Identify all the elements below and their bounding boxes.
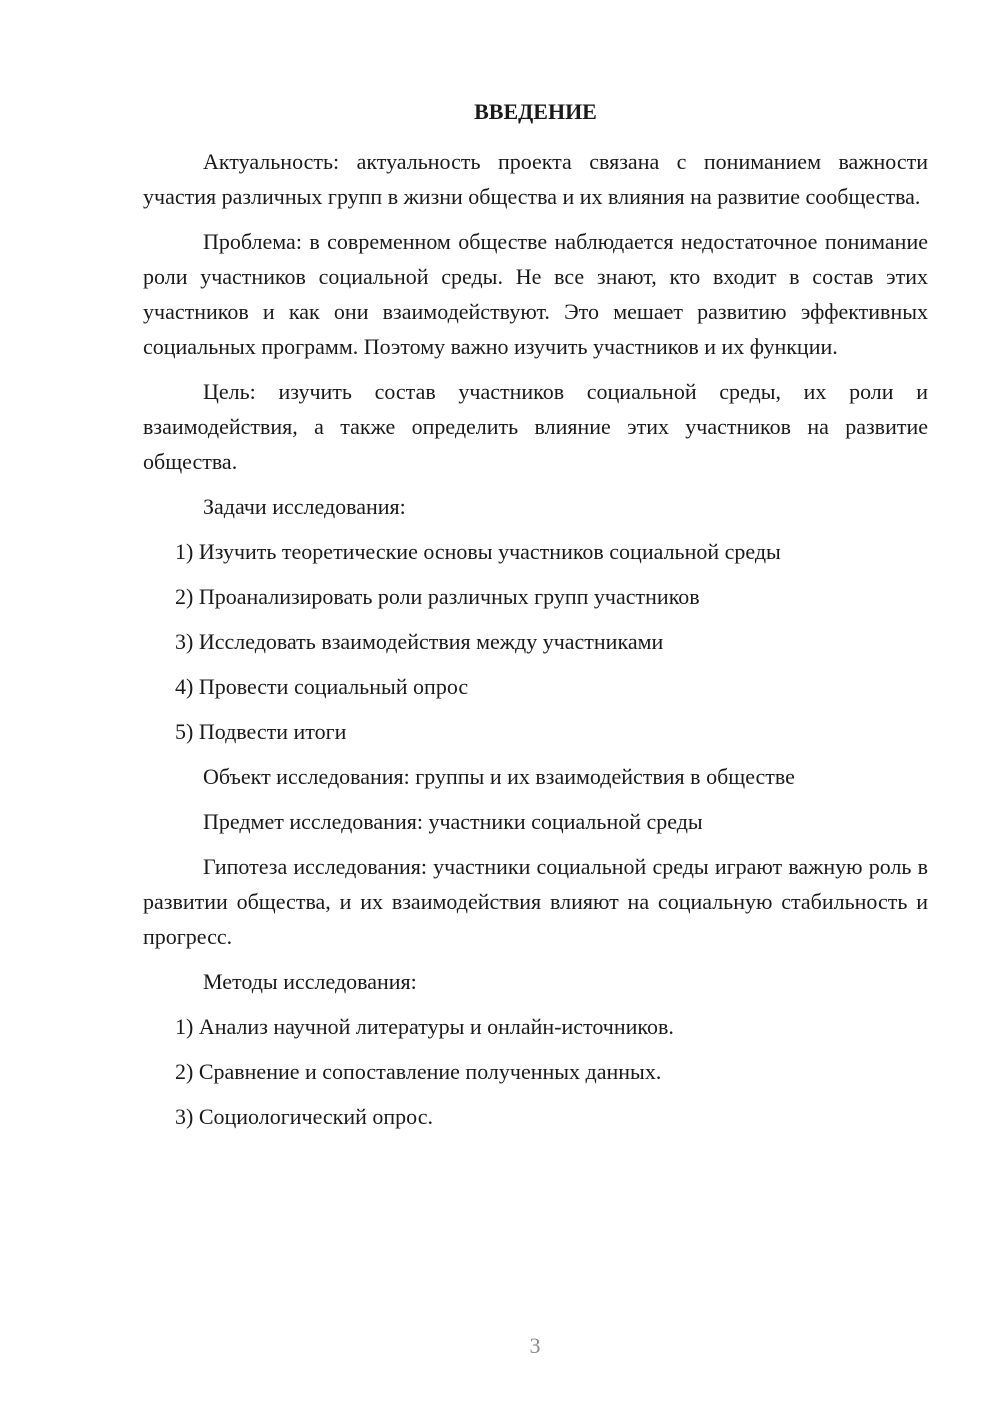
task-item: 5) Подвести итоги (175, 719, 347, 744)
page-number: 3 (529, 1333, 541, 1358)
research-subject: Предмет исследования: участники социальной среды (203, 809, 703, 834)
tasks-heading: Задачи исследования: (203, 494, 406, 519)
hypothesis-paragraph: Гипотеза исследования: участники социальной среды играют важную роль в развитии общества, и их взаимодействия влияют на социальную стабильность и прогресс. (143, 854, 928, 949)
section-title: ВВЕДЕНИЕ (474, 99, 597, 124)
document-body (143, 94, 928, 1144)
method-item: 3) Социологический опрос. (175, 1104, 433, 1129)
method-item: 1) Анализ научной литературы и онлайн-источников. (175, 1014, 674, 1039)
task-item: 4) Провести социальный опрос (175, 674, 469, 699)
methods-heading: Методы исследования: (203, 969, 417, 994)
relevance-paragraph: Актуальность: актуальность проекта связана с пониманием важности участия различных групп в жизни общества и их влияния на развитие сообщества. (143, 149, 928, 209)
task-item: 1) Изучить теоретические основы участников социальной среды (175, 539, 781, 564)
research-object: Объект исследования: группы и их взаимодействия в обществе (203, 764, 795, 789)
task-item: 3) Исследовать взаимодействия между участниками (175, 629, 664, 654)
task-item: 2) Проанализировать роли различных групп участников (175, 584, 700, 609)
goal-paragraph: Цель: изучить состав участников социальной среды, их роли и взаимодействия, а также определить влияние этих участников на развитие общества. (143, 379, 928, 474)
problem-paragraph: Проблема: в современном обществе наблюдается недостаточное понимание роли участников социальной среды. Не все знают, кто входит в состав этих участников и как они взаимодействуют. Это мешает развитию эффективных социальных программ. Поэтому важно изучить участников и их функции. (143, 229, 928, 359)
method-item: 2) Сравнение и сопоставление полученных данных. (175, 1059, 662, 1084)
